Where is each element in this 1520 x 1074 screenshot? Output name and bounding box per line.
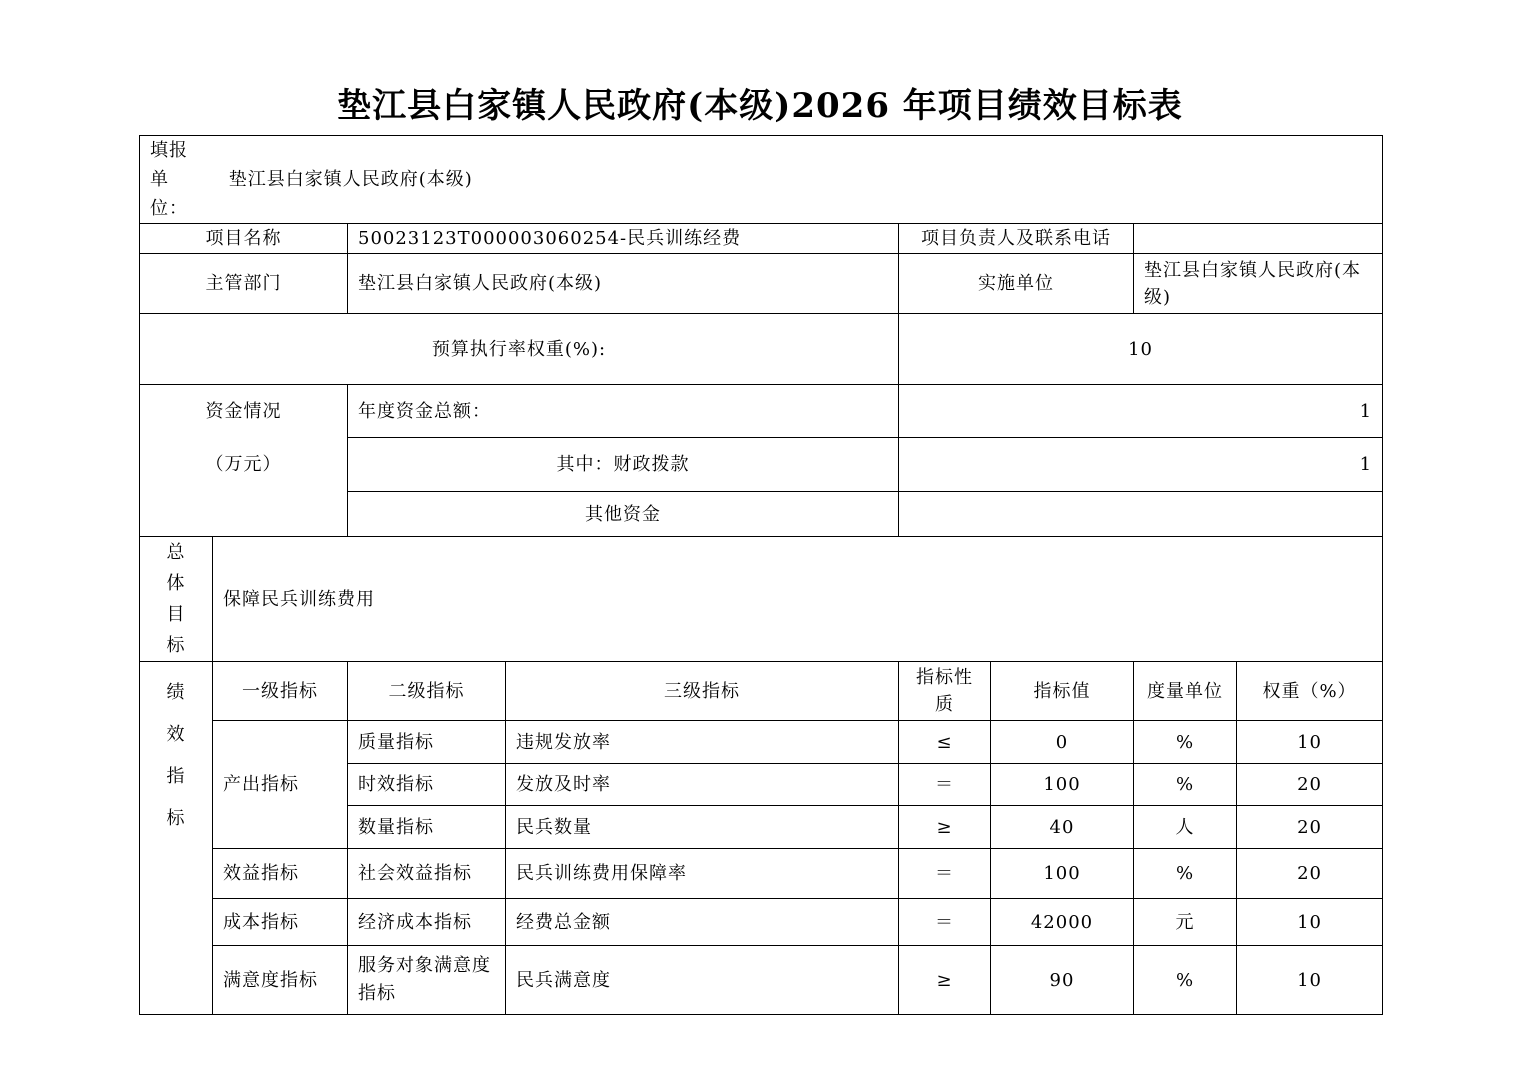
impl-unit-label: 实施单位 xyxy=(899,254,1134,314)
project-name-label: 项目名称 xyxy=(140,224,348,254)
header-nature: 指标性质 xyxy=(899,662,991,721)
performance-goal-form xyxy=(139,135,1383,1015)
level2-cell: 时效指标 xyxy=(348,764,506,806)
contact-value xyxy=(1134,224,1383,254)
table-row xyxy=(140,721,1383,764)
value-cell: 42000 xyxy=(991,899,1134,946)
unit-cell: 元 xyxy=(1134,899,1237,946)
funds-other-value xyxy=(899,492,1383,537)
level3-cell: 发放及时率 xyxy=(506,764,899,806)
funds-total-label: 年度资金总额： xyxy=(348,385,899,438)
header-weight: 权重（%） xyxy=(1237,662,1383,721)
nature-cell: ＝ xyxy=(899,849,991,899)
budget-weight-row xyxy=(140,314,1383,385)
filler-label: 填报单位： xyxy=(150,140,188,219)
level3-cell: 经费总金额 xyxy=(506,899,899,946)
unit-cell: 人 xyxy=(1134,806,1237,849)
header-level3: 三级指标 xyxy=(506,662,899,721)
value-cell: 90 xyxy=(991,946,1134,1015)
level3-cell: 违规发放率 xyxy=(506,721,899,764)
perf-label-char: 绩 xyxy=(166,682,186,703)
funds-other-label: 其他资金 xyxy=(348,492,899,537)
weight-cell: 10 xyxy=(1237,899,1383,946)
overall-goal-label xyxy=(140,537,213,662)
weight-cell: 20 xyxy=(1237,764,1383,806)
weight-cell: 20 xyxy=(1237,849,1383,899)
goal-label-char: 目 xyxy=(166,604,186,625)
filler-row xyxy=(140,136,1383,224)
department-value: 垫江县白家镇人民政府(本级) xyxy=(348,254,899,314)
level2-cell: 数量指标 xyxy=(348,806,506,849)
unit-cell: % xyxy=(1134,764,1237,806)
unit-cell: % xyxy=(1134,721,1237,764)
goal-label-char: 体 xyxy=(166,573,186,594)
table-row xyxy=(140,849,1383,899)
goal-label-char: 总 xyxy=(166,542,186,563)
value-cell: 40 xyxy=(991,806,1134,849)
page-title: 垫江县白家镇人民政府(本级)2026 年项目绩效目标表 xyxy=(337,86,1183,126)
budget-weight-value: 10 xyxy=(899,314,1383,385)
performance-indicator-label xyxy=(140,662,213,1015)
filler-unit: 垫江县白家镇人民政府(本级) xyxy=(228,169,473,190)
project-name-value: 50023123T000003060254-民兵训练经费 xyxy=(348,224,899,254)
weight-cell: 10 xyxy=(1237,946,1383,1015)
header-value: 指标值 xyxy=(991,662,1134,721)
budget-weight-label: 预算执行率权重(%): xyxy=(140,314,899,385)
weight-cell: 20 xyxy=(1237,806,1383,849)
level1-cell: 效益指标 xyxy=(213,849,348,899)
nature-cell: ＝ xyxy=(899,899,991,946)
nature-cell: ≤ xyxy=(899,721,991,764)
level3-cell: 民兵数量 xyxy=(506,806,899,849)
weight-cell: 10 xyxy=(1237,721,1383,764)
project-name-row xyxy=(140,224,1383,254)
value-cell: 100 xyxy=(991,764,1134,806)
nature-cell: ＝ xyxy=(899,764,991,806)
perf-label-char: 指 xyxy=(166,766,186,787)
level1-cell: 满意度指标 xyxy=(213,946,348,1015)
overall-goal-row xyxy=(140,537,1383,662)
nature-cell: ≥ xyxy=(899,806,991,849)
perf-label-char: 标 xyxy=(166,808,186,829)
header-level1: 一级指标 xyxy=(213,662,348,721)
funds-fiscal-label: 其中：财政拨款 xyxy=(348,438,899,492)
table-row xyxy=(140,946,1383,1015)
level1-cell: 成本指标 xyxy=(213,899,348,946)
level2-cell: 经济成本指标 xyxy=(348,899,506,946)
funds-total-row xyxy=(140,385,1383,438)
overall-goal-text: 保障民兵训练费用 xyxy=(213,537,1383,662)
level3-cell: 民兵训练费用保障率 xyxy=(506,849,899,899)
department-label: 主管部门 xyxy=(140,254,348,314)
perf-label-char: 效 xyxy=(166,724,186,745)
table-row xyxy=(140,899,1383,946)
value-cell: 100 xyxy=(991,849,1134,899)
header-level2: 二级指标 xyxy=(348,662,506,721)
level2-cell: 社会效益指标 xyxy=(348,849,506,899)
department-row xyxy=(140,254,1383,314)
contact-label: 项目负责人及联系电话 xyxy=(899,224,1134,254)
impl-unit-value: 垫江县白家镇人民政府(本级) xyxy=(1134,254,1383,314)
level2-cell: 质量指标 xyxy=(348,721,506,764)
goal-label-char: 标 xyxy=(166,635,186,656)
funds-total-value: 1 xyxy=(899,385,1383,438)
funds-label xyxy=(140,385,348,537)
level2-cell: 服务对象满意度指标 xyxy=(348,946,506,1015)
header-unit: 度量单位 xyxy=(1134,662,1237,721)
value-cell: 0 xyxy=(991,721,1134,764)
unit-cell: % xyxy=(1134,946,1237,1015)
unit-cell: % xyxy=(1134,849,1237,899)
level3-cell: 民兵满意度 xyxy=(506,946,899,1015)
indicator-header-row xyxy=(140,662,1383,721)
funds-label-line2: （万元） xyxy=(205,454,282,475)
level1-output: 产出指标 xyxy=(213,721,348,849)
nature-cell: ≥ xyxy=(899,946,991,1015)
funds-fiscal-value: 1 xyxy=(899,438,1383,492)
funds-label-line1: 资金情况 xyxy=(205,401,282,422)
